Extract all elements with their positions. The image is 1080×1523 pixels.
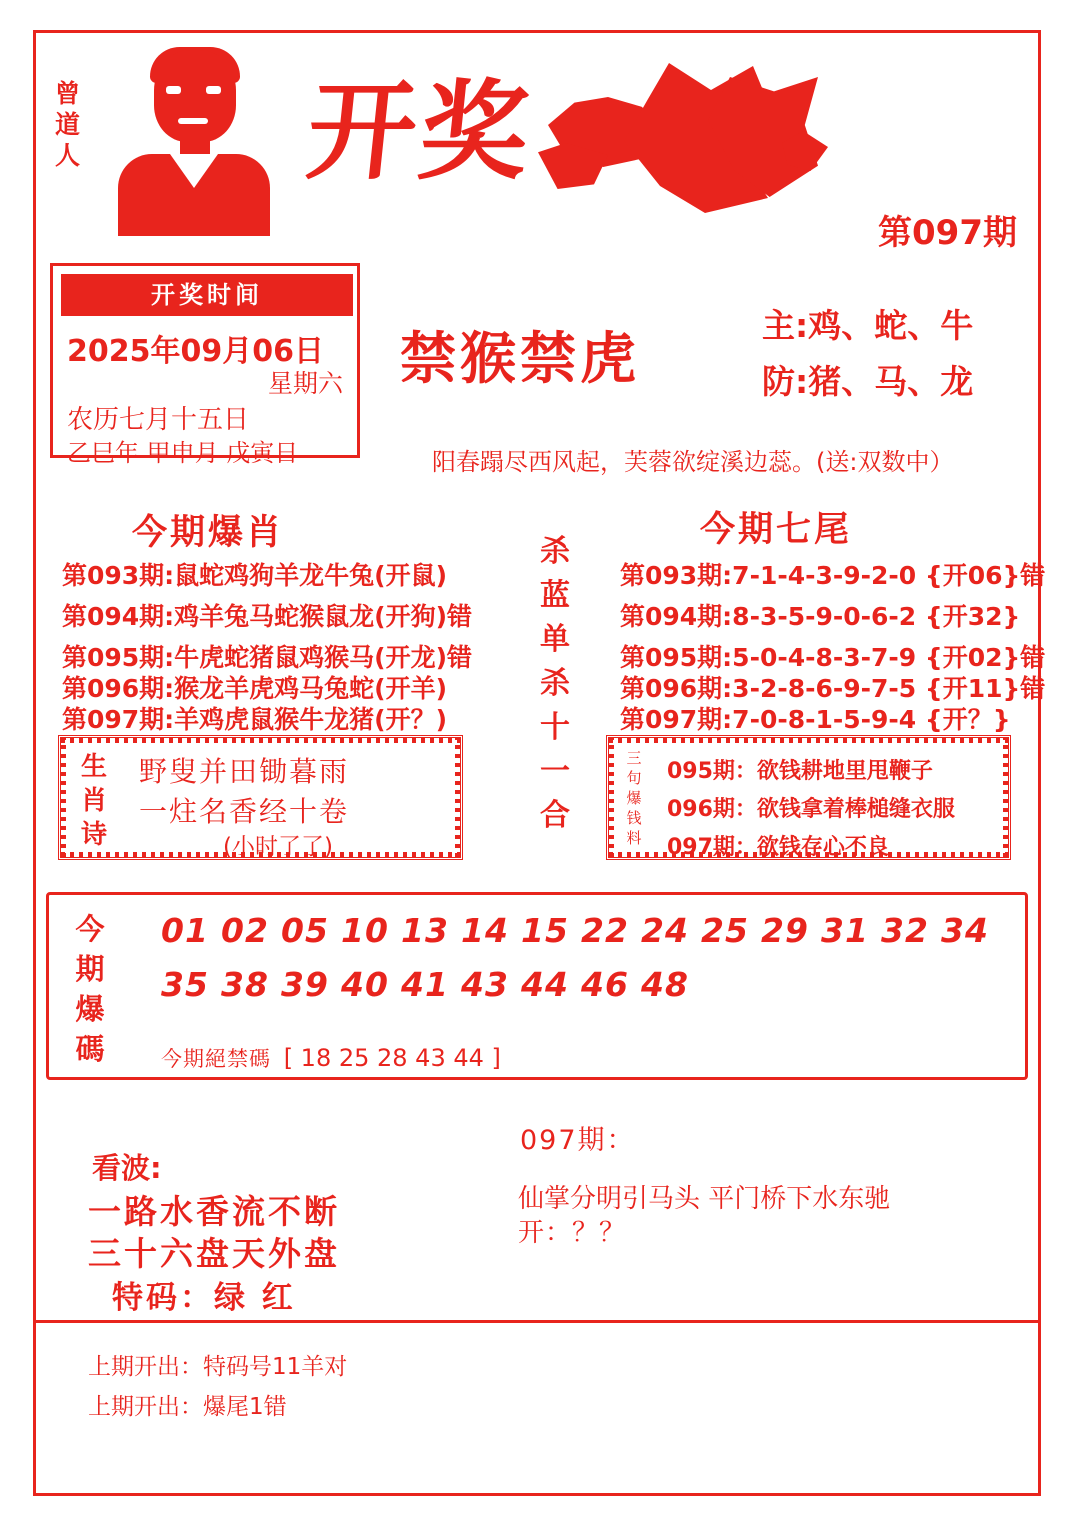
kanbo-line1: 一路水香流不断 bbox=[88, 1192, 340, 1231]
baoma-label: 今 期 爆 碼 bbox=[75, 912, 105, 1066]
shengxiao-poem-box bbox=[58, 735, 463, 860]
ban-headline: 禁猴禁虎 bbox=[400, 326, 640, 392]
baoxiao-row: 第093期:鼠蛇鸡狗羊龙牛兔(开鼠) bbox=[62, 561, 448, 590]
draw-date-box bbox=[50, 263, 360, 467]
baoxiao-section-title: 今期爆肖 bbox=[132, 512, 285, 553]
kanbo-tema: 特码：绿 红 bbox=[112, 1280, 296, 1316]
sanju-row: 097期：欲钱存心不良 bbox=[667, 835, 889, 860]
lunar-date: 农历七月十五日 bbox=[67, 405, 250, 435]
forbidden-label: 今期絕禁碼 bbox=[161, 1047, 271, 1071]
kanbo-line2: 三十六盘天外盘 bbox=[88, 1234, 340, 1273]
footer-divider bbox=[36, 1320, 1038, 1323]
sanju-label: 三 句 爆 钱 料 bbox=[626, 749, 642, 847]
footer-line2: 上期开出：爆尾1错 bbox=[88, 1394, 287, 1420]
portrait-label: 曾道人 bbox=[54, 79, 81, 170]
sanju-row: 095期：欲钱耕地里甩鞭子 bbox=[667, 759, 933, 784]
baoxiao-row: 第095期:牛虎蛇猪鼠鸡猴马(开龙)错 bbox=[62, 643, 473, 672]
vertical-slogan: 杀 蓝 单 杀 十 一 合 bbox=[540, 534, 570, 833]
right-poem: 仙掌分明引马头 平门桥下水东驰 bbox=[518, 1184, 891, 1214]
right-issue-label: 097期： bbox=[520, 1125, 636, 1156]
baoxiao-row: 第097期:羊鸡虎鼠猴牛龙猪(开？) bbox=[62, 705, 448, 734]
baoma-box bbox=[46, 892, 1028, 1080]
title-text: 开奖 bbox=[301, 70, 539, 195]
gregorian-date: 2025年09月06日 bbox=[67, 334, 324, 369]
weekday: 星期六 bbox=[267, 369, 343, 398]
qiwei-section-title: 今期七尾 bbox=[700, 509, 853, 550]
kanbo-label: 看波: bbox=[92, 1151, 162, 1185]
baoma-numbers-row2: 35 38 39 40 41 43 44 46 48 bbox=[161, 965, 689, 1004]
sanju-row: 096期：欲钱拿着棒槌缝衣服 bbox=[667, 797, 955, 822]
draw-time-title: 开奖时间 bbox=[61, 274, 353, 316]
right-open-result: 开：？？ bbox=[518, 1218, 627, 1248]
sanju-box bbox=[606, 735, 1011, 860]
shengxiao-poem-line2: 一炷名香经十卷 bbox=[139, 795, 350, 828]
shengxiao-poem-label: 生 肖 诗 bbox=[80, 752, 107, 850]
qiwei-row: 第094期:8-3-5-9-0-6-2 {开32} bbox=[620, 602, 1021, 631]
issue-number: 第097期 bbox=[878, 213, 1017, 253]
ganzhi-date: 乙巳年 甲申月 戊寅日 bbox=[67, 439, 299, 467]
baoxiao-row: 第096期:猴龙羊虎鸡马兔蛇(开羊) bbox=[62, 674, 448, 703]
qiwei-row: 第093期:7-1-4-3-9-2-0 {开06}错 bbox=[620, 561, 1046, 590]
portrait-block bbox=[44, 40, 294, 235]
shengxiao-poem-line1: 野叟并田锄暮雨 bbox=[139, 755, 350, 788]
baoxiao-row: 第094期:鸡羊兔马蛇猴鼠龙(开狗)错 bbox=[62, 602, 473, 631]
portrait-figure-icon bbox=[106, 50, 281, 235]
qiwei-row: 第096期:3-2-8-6-9-7-5 {开11}错 bbox=[620, 674, 1046, 703]
footer-line1: 上期开出：特码号11羊对 bbox=[88, 1354, 348, 1380]
forbidden-values: [ 18 25 28 43 44 ] bbox=[283, 1044, 501, 1072]
shengxiao-poem-line3: (小时了了) bbox=[223, 834, 333, 860]
title-artwork bbox=[300, 45, 820, 225]
ban-poem: 阳春蹋尽西风起，芙蓉欲绽溪边蕊。(送:双数中） bbox=[432, 448, 954, 476]
baoma-numbers-row1: 01 02 05 10 13 14 15 22 24 25 29 31 32 34 bbox=[161, 911, 989, 950]
zhu-line: 主:鸡、蛇、牛 bbox=[762, 306, 974, 345]
ink-splash-icon bbox=[538, 57, 828, 222]
qiwei-row: 第097期:7-0-8-1-5-9-4 {开？} bbox=[620, 705, 1011, 734]
forbidden-numbers bbox=[161, 1043, 501, 1073]
fang-line: 防:猪、马、龙 bbox=[762, 362, 974, 401]
qiwei-row: 第095期:5-0-4-8-3-7-9 {开02}错 bbox=[620, 643, 1046, 672]
